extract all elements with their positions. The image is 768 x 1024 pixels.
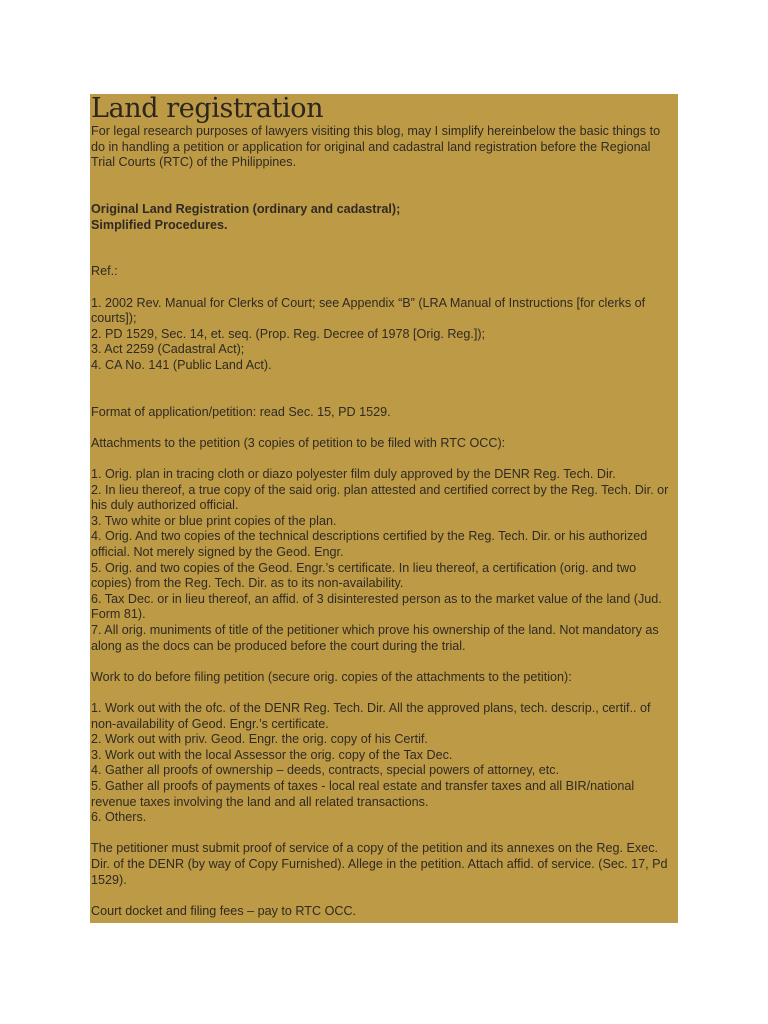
- list-item: 2. PD 1529, Sec. 14, et. seq. (Prop. Reg. Decree of 1978 [Orig. Reg.]);: [91, 326, 486, 341]
- document-title: Land registration: [91, 94, 324, 124]
- attachments-list: [91, 467, 676, 654]
- list-item: 2. Work out with priv. Geod. Engr. the orig. copy of his Certif.: [91, 732, 428, 747]
- section-heading-line1: Original Land Registration (ordinary and cadastral);: [91, 201, 401, 216]
- list-item: 6. Tax Dec. or in lieu thereof, an affid. of 3 disinterested person as to the market value of the land (Jud. Form 81).: [91, 591, 662, 622]
- list-item: 1. Work out with the ofc. of the DENR Reg. Tech. Dir. All the approved plans, tech. descrip., certif.. of non-availability of Geod. Engr.’s certificate.: [91, 700, 651, 731]
- fees-line: Court docket and filing fees – pay to RTC OCC.: [91, 903, 357, 918]
- section-heading-line2: Simplified Procedures.: [91, 217, 228, 232]
- document-panel: [90, 94, 678, 923]
- list-item: 4. Orig. And two copies of the technical descriptions certified by the Reg. Tech. Dir. or his authorized official. Not merely signed by the Geod. Engr.: [91, 529, 648, 560]
- format-line: Format of application/petition: read Sec. 15, PD 1529.: [91, 404, 391, 419]
- list-item: 3. Work out with the local Assessor the orig. copy of the Tax Dec.: [91, 747, 453, 762]
- list-item: 4. Gather all proofs of ownership – deeds, contracts, special powers of attorney, etc.: [91, 763, 560, 778]
- service-paragraph: The petitioner must submit proof of service of a copy of the petition and its annexes on the Reg. Exec. Dir. of the DENR (by way of Copy Furnished). Allege in the petition. Attach affid. of service. (Sec. 17, Pd 1529).: [91, 841, 668, 887]
- work-list: [91, 701, 676, 826]
- work-label: Work to do before filing petition (secure orig. copies of the attachments to the petition):: [91, 669, 572, 684]
- list-item: 3. Two white or blue print copies of the plan.: [91, 513, 337, 528]
- list-item: 4. CA No. 141 (Public Land Act).: [91, 357, 272, 372]
- list-item: 5. Orig. and two copies of the Geod. Engr.’s certificate. In lieu thereof, a certification (orig. and two copies) from the Reg. Tech. Dir. as to its non-availability.: [91, 560, 637, 591]
- ref-list: [91, 296, 676, 374]
- list-item: 7. All orig. muniments of title of the petitioner which prove his ownership of the land. Not mandatory as along as the docs can be produced before the court during the trial.: [91, 623, 659, 653]
- list-item: 2. In lieu thereof, a true copy of the said orig. plan attested and certified correct by the Reg. Tech. Dir. or his duly authorized official.: [91, 482, 669, 513]
- list-item: 6. Others.: [91, 810, 147, 825]
- list-item: 3. Act 2259 (Cadastral Act);: [91, 342, 245, 357]
- list-item: 5. Gather all proofs of payments of taxes - local real estate and transfer taxes and all BIR/national revenue taxes involving the land and all related transactions.: [91, 778, 635, 809]
- attachments-label: Attachments to the petition (3 copies of petition to be filed with RTC OCC):: [91, 435, 506, 450]
- list-item: 1. Orig. plan in tracing cloth or diazo polyester film duly approved by the DENR Reg. Tech. Dir.: [91, 467, 616, 482]
- ref-label: Ref.:: [91, 264, 118, 279]
- intro-paragraph: For legal research purposes of lawyers visiting this blog, may I simplify hereinbelow the basic things to do in handling a petition or application for original and cadastral land registration before the Regional Trial Courts (RTC) of the Philippines.: [91, 124, 661, 170]
- list-item: 1. 2002 Rev. Manual for Clerks of Court; see Appendix “B” (LRA Manual of Instructions [for clerks of courts]);: [91, 295, 646, 326]
